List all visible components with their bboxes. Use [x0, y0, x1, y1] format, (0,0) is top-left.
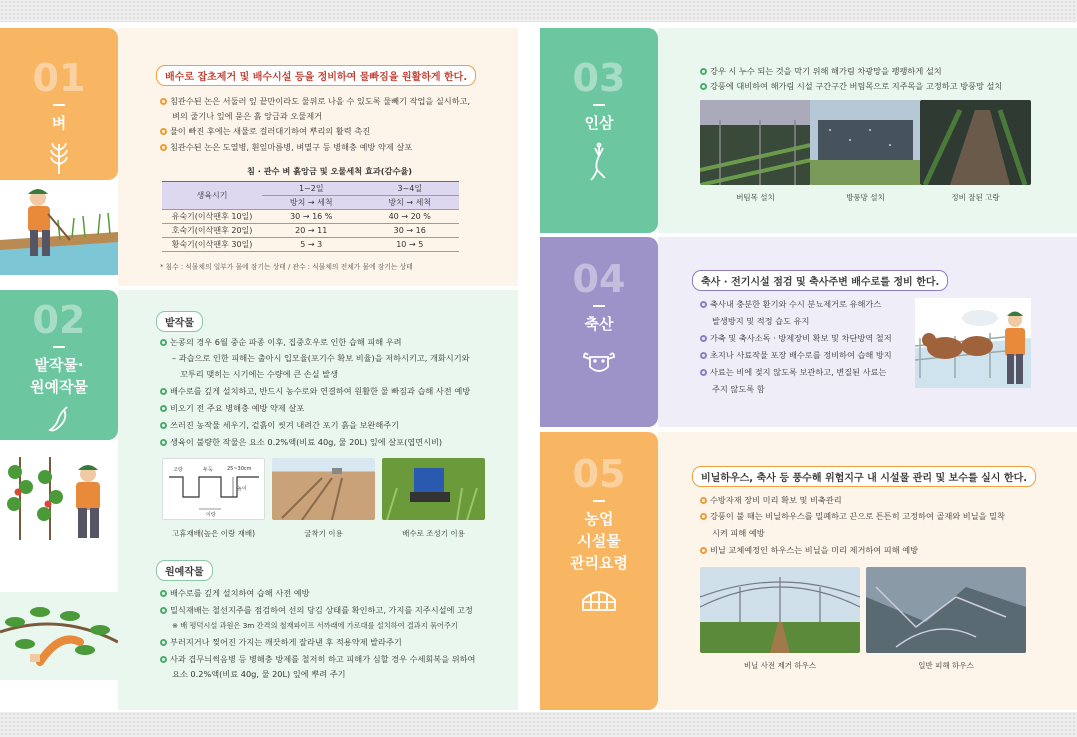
caption-maintained-furrow: 정비 잘된 고랑 [951, 193, 1000, 202]
drainage-machine-photo [382, 458, 485, 520]
ginseng-photo-3 [920, 100, 1031, 185]
table-row: 유숙기(이삭팬후 10일) 30 → 16 % 40 → 20 % [162, 210, 459, 224]
s01-footnote: * 침수 : 식물체의 일부가 물에 잠기는 상태 / 관수 : 식물체의 전체가 물에 잠기는 상태 [160, 263, 413, 271]
s02-b2-4: 부러지거나 찢어진 가지는 깨끗하게 잘라낸 후 적용약제 발라주기 [160, 637, 402, 648]
s04-bullet-3: 초지나 사료작물 포장 배수로를 정비하여 습해 방지 [700, 350, 892, 361]
s05-bullet-1: 수방자재 장비 미리 확보 및 비축관리 [700, 495, 842, 506]
s04-bullet-4: 사료는 비에 젖지 않도록 보관하고, 변질된 사료는 [700, 367, 886, 378]
s02-b1-1: 논콩의 경우 6월 중순 파종 이후, 집중호우로 인한 습해 피해 우려 [160, 337, 402, 348]
diag-label-bed: 이랑 [206, 512, 216, 518]
s02-b2-2: 밀식재배는 철선지주를 점검하여 선의 당김 상태를 확인하고, 가지를 지주시설에 고정 [160, 605, 473, 616]
greenhouse-removed-photo [700, 567, 860, 653]
section-02-heading-field: 밭작물 [156, 311, 203, 332]
section-01-tab [0, 28, 118, 180]
s04-bullet-4-cont: 주지 않도록 함 [712, 384, 765, 394]
diag-label-ridge: 두둑 [203, 467, 213, 473]
caption-windbreak-net: 방풍망 설치 [846, 193, 885, 202]
section-03-tab [540, 28, 658, 233]
section-05-tab [540, 432, 658, 710]
s02-b1-5: 비오기 전 주요 병해충 예방 약제 살포 [160, 403, 304, 414]
table-row: 황숙기(이삭팬후 30일) 5 → 3 10 → 5 [162, 238, 459, 252]
section-04-title: 축산 [584, 315, 614, 333]
section-04-number: 04 [572, 257, 626, 301]
section-04-tab [540, 237, 658, 427]
table-row: 호숙기(이삭팬후 20일) 20 → 11 30 → 16 [162, 224, 459, 238]
section-02-tab [0, 290, 118, 440]
greenhouse-icon [579, 586, 619, 614]
section-05-title-line2: 시설물 [577, 532, 621, 550]
rice-farmer-illustration [0, 180, 118, 275]
s04-bullet-2: 가축 및 축사소독 · 방제장비 확보 및 차단방역 철저 [700, 333, 892, 344]
section-02-number: 02 [32, 298, 86, 342]
s01-table: 생육시기 1~2일 3~4일 방치 → 세척 방치 → 세척 유숙기(이삭팬후 10일) 30 → 16 % 40 → 20 % 호숙기(이삭팬후 20일) 20 → 11 30 → 16 황숙기(이삭팬후 30일) 5 → 3 10 → 5 [162, 181, 459, 252]
bottom-dotted-band [0, 712, 1077, 737]
caption-drain-machine: 배수로 조성기 이용 [402, 529, 465, 538]
caption-prop-support: 버팀목 설치 [736, 193, 775, 202]
section-02-title-line2: 원예작물 [30, 378, 88, 396]
caption-greenhouse-removed: 비닐 사전 제거 하우스 [743, 661, 817, 670]
section-05-number: 05 [572, 452, 626, 496]
tomato-farmer-illustration [0, 452, 118, 542]
table-header-period: 생육시기 [162, 182, 262, 210]
s04-bullet-1: 축사내 충분한 환기와 수시 분뇨제거로 유해가스 [700, 299, 881, 310]
section-05-title-line1: 농업 [584, 510, 614, 528]
section-02-title-line1: 밭작물· [34, 356, 84, 374]
greenhouse-damaged-photo [866, 567, 1026, 653]
livestock-disinfection-illustration [915, 298, 1031, 388]
pruning-illustration [0, 592, 118, 680]
ginseng-icon [582, 142, 616, 182]
ginseng-photo-2 [810, 100, 921, 185]
s02-b1-2: – 과습으로 인한 피해는 출아시 입모율(포기수 확보 비율)을 저하시키고, 개화시기와 [172, 353, 470, 363]
caption-high-ridge: 고휴재배(높은 이랑 재배) [171, 529, 256, 538]
s01-bullet-1-cont: 벼의 줄기나 잎에 묻은 흙 앙금과 오물제거 [172, 111, 323, 121]
s02-b1-7: 생육이 불량한 작물은 요소 0.2%액(비료 40g, 물 20L) 잎에 살포(엽면시비) [160, 437, 442, 448]
s01-bullet-3: 침관수된 논은 도열병, 흰잎마름병, 벼멸구 등 병해충 예방 약제 살포 [160, 142, 412, 153]
section-05-title-line3: 관리요령 [570, 554, 628, 572]
s03-bullet-1: 강우 시 누수 되는 것을 막기 위해 해가림 차광망을 팽팽하게 설치 [700, 66, 942, 77]
s02-b1-4: 배수로를 깊게 설치하고, 반드시 농수로와 연결하여 원활한 물 빠짐과 습해 사전 예방 [160, 386, 470, 397]
section-05-heading: 비닐하우스, 축사 등 풍수해 위험지구 내 시설물 관리 및 보수를 실시 한다. [692, 466, 1036, 487]
caption-excavator: 굴착기 이용 [304, 529, 343, 538]
diag-label-height: 높이 [237, 486, 247, 492]
ridge-diagram [162, 458, 265, 520]
pepper-icon [44, 404, 74, 434]
s02-b2-3: ※ 배 평덕시설 과원은 3m 간격의 철재파이프 서까래에 가로대를 설치하여 결과지 묶어주기 [172, 621, 458, 630]
section-01-number: 01 [32, 56, 86, 100]
s01-table-title: 침 · 관수 벼 흙앙금 및 오물세척 효과(감수율) [247, 166, 413, 176]
cow-icon [582, 349, 616, 377]
excavator-photo [272, 458, 375, 520]
rice-icon [44, 140, 74, 176]
s03-bullet-2: 강풍에 대비하여 해가림 시설 구간구간 버팀목으로 지주목을 고정하고 방풍망 설치 [700, 81, 1002, 92]
s05-bullet-3: 비닐 교체예정인 하우스는 비닐을 미리 제거하여 피해 예방 [700, 545, 918, 556]
section-01-title: 벼 [51, 114, 67, 132]
diag-label-furrow: 고랑 [173, 467, 183, 473]
s04-bullet-1-cont: 발생방지 및 적정 습도 유지 [712, 316, 810, 326]
s02-b1-6: 쓰러진 농작물 세우기, 겉흙이 씻겨 내려간 포기 흙을 보완해주기 [160, 420, 399, 431]
s05-bullet-2-cont: 시켜 피해 예방 [712, 528, 765, 538]
s02-b2-1: 배수로를 깊게 설치하여 습해 사전 예방 [160, 588, 310, 599]
s01-bullet-1: 침관수된 논은 서둘러 잎 끝만이라도 물위로 나올 수 있도록 물빼기 작업을 실시하고, [160, 96, 470, 107]
section-02-heading-horticulture: 원예작물 [156, 560, 213, 581]
s01-bullet-2: 물이 빠진 후에는 새물로 걸러대기하여 뿌리의 활력 촉진 [160, 126, 370, 137]
top-dotted-band [0, 0, 1077, 22]
ginseng-photo-1 [700, 100, 811, 185]
section-01-heading: 배수로 잡초제거 및 배수시설 등을 정비하여 물빠짐을 원활하게 한다. [156, 65, 476, 86]
s05-bullet-2: 강풍이 불 때는 비닐하우스를 밀폐하고 끈으로 튼튼히 고정하여 골재와 비닐을 밀착 [700, 511, 1005, 522]
section-03-number: 03 [572, 56, 626, 100]
s02-b2-5: 사과 겹무늬썩음병 등 병해충 방제를 철저히 하고 피해가 심할 경우 수세회복을 위하여 [160, 654, 475, 665]
caption-greenhouse-damaged: 일반 피해 하우스 [918, 661, 974, 670]
diag-label-width: 25~30cm [227, 466, 252, 472]
s02-b2-6: 요소 0.2%액(비료 40g, 물 20L) 잎에 뿌려 주기 [172, 669, 346, 679]
section-03-title: 인삼 [584, 114, 614, 132]
s02-b1-3: 꼬투리 맺히는 시기에는 수량에 큰 손실 발생 [180, 369, 338, 379]
section-04-heading: 축사 · 전기시설 점검 및 축사주변 배수로를 정비 한다. [692, 270, 948, 291]
